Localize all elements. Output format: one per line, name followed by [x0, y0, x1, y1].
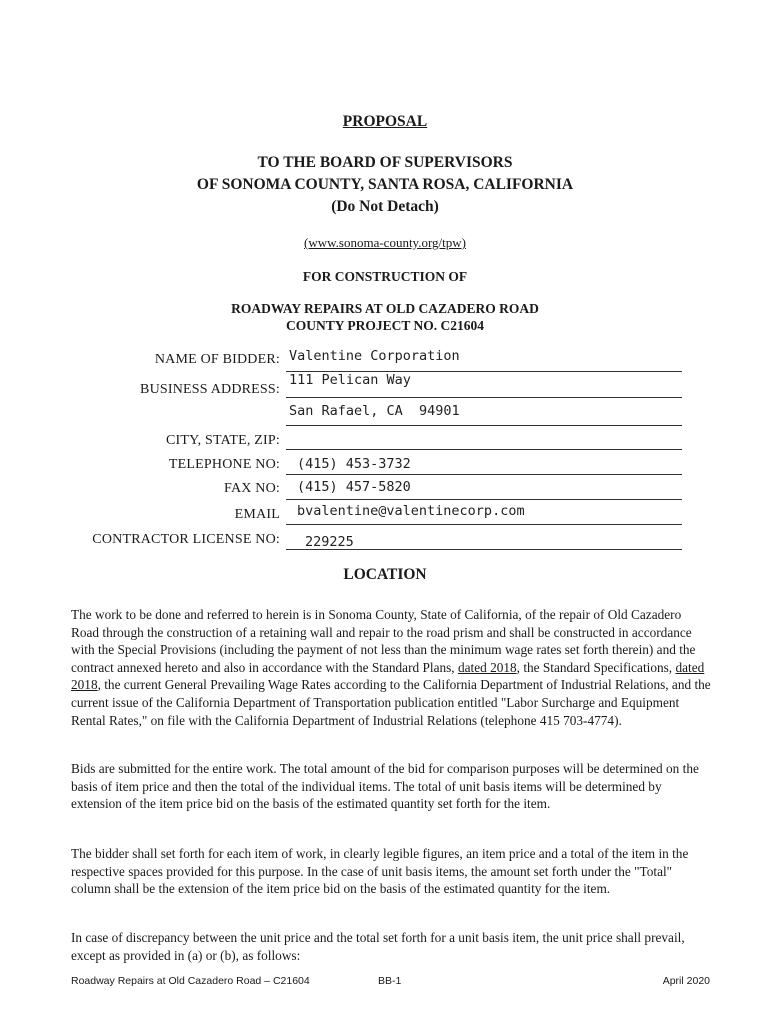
contractor-license-label: CONTRACTOR LICENSE NO: — [92, 532, 280, 547]
standard-plans-date: dated 2018 — [457, 659, 517, 675]
business-address-field-1[interactable] — [286, 397, 682, 398]
page-title: PROPOSAL — [342, 113, 428, 130]
location-p1-text-c: , the current General Prevailing Wage Rates according to the California Department of Industrial Relations, and the current issue of the California Department of Transportation publication entitled "Labor Surcharge and Equipment Rental Rates," on file with the California Department of Industrial Relations (telephone 415 703-4774). — [71, 677, 711, 728]
location-p1-text-b: , the Standard Specifications, — [516, 659, 676, 675]
footer-project-name: Roadway Repairs at Old Cazadero Road – C21604 — [71, 975, 310, 987]
project-number: COUNTY PROJECT NO. C21604 — [285, 318, 484, 333]
addressee-line-1: TO THE BOARD OF SUPERVISORS — [257, 154, 513, 171]
bidder-name-value: Valentine Corporation — [289, 348, 460, 364]
project-name: ROADWAY REPAIRS AT OLD CAZADERO ROAD — [231, 301, 539, 316]
fax-label: FAX NO: — [224, 481, 280, 496]
business-address-field-2[interactable] — [286, 425, 682, 426]
business-address-line1: 111 Pelican Way — [289, 372, 411, 388]
email-field[interactable] — [286, 524, 682, 525]
telephone-value: (415) 453-3732 — [297, 456, 411, 472]
fax-field[interactable] — [286, 499, 682, 500]
county-website-link[interactable]: (www.sonoma-county.org/tpw) — [304, 235, 466, 250]
location-paragraph-3: The bidder shall set forth for each item of work, in clearly legible figures, an item price and a total of the item in the respective spaces provided for this purpose. In the case of unit basis items, the amount set forth under the "Total" column shall be the extension of the item price bid on the basis of the estimated quantity for the item. — [71, 846, 689, 897]
business-address-line2: San Rafael, CA 94901 — [289, 403, 460, 419]
location-heading: LOCATION — [343, 566, 427, 583]
footer-page-number: BB-1 — [378, 975, 402, 987]
business-address-label: BUSINESS ADDRESS: — [140, 382, 280, 397]
location-paragraph-2: Bids are submitted for the entire work. The total amount of the bid for comparison purposes will be determined on the basis of item price and then the total of the individual items. The total of unit basis items will be determined by extension of the item price bid on the basis of the estimated quantity set forth for the item. — [71, 761, 699, 812]
bidder-name-label: NAME OF BIDDER: — [154, 352, 280, 367]
location-paragraph-4: In case of discrepancy between the unit price and the total set forth for a unit basis item, the unit price shall prevail, except as provided in (a) or (b), as follows: — [71, 930, 685, 963]
city-state-zip-field[interactable] — [286, 449, 682, 450]
for-construction-heading: FOR CONSTRUCTION OF — [302, 269, 468, 284]
contractor-license-value: 229225 — [305, 534, 354, 550]
city-state-zip-label: CITY, STATE, ZIP: — [165, 433, 280, 448]
email-value: bvalentine@valentinecorp.com — [297, 503, 525, 519]
location-paragraph-1 — [71, 606, 711, 729]
footer-date: April 2020 — [662, 975, 710, 987]
do-not-detach-note: (Do Not Detach) — [331, 198, 439, 215]
standard-specs-date: dated 2018 — [71, 659, 705, 693]
telephone-field[interactable] — [286, 474, 682, 475]
contractor-license-field[interactable] — [286, 549, 682, 550]
location-p1-text-a: The work to be done and referred to herein is in Sonoma County, State of California, of the repair of Old Cazadero Road through the construction of a retaining wall and repair to the road prism and shall be constructed in accordance with the Special Provisions (including the payment of not less than the minimum wage rates set forth therein) and the contract annexed hereto and also in accordance with the Standard Plans, — [71, 607, 696, 675]
telephone-label: TELEPHONE NO: — [168, 457, 280, 472]
email-label: EMAIL — [234, 507, 280, 522]
addressee-line-2: OF SONOMA COUNTY, SANTA ROSA, CALIFORNIA — [196, 176, 574, 193]
fax-value: (415) 457-5820 — [297, 479, 411, 495]
